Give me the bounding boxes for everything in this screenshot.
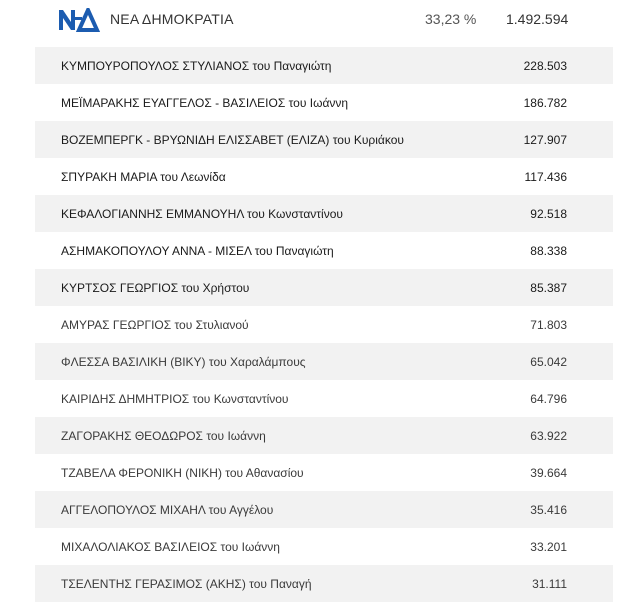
candidate-name: ΑΣΗΜΑΚΟΠΟΥΛΟΥ ΑΝΝΑ - ΜΙΣΕΛ του Παναγιώτη bbox=[61, 244, 334, 258]
party-header[interactable] bbox=[35, 0, 617, 40]
candidate-name: ΚΥΜΠΟΥΡΟΠΟΥΛΟΣ ΣΤΥΛΙΑΝΟΣ του Παναγιώτη bbox=[61, 59, 332, 73]
candidate-name: ΜΙΧΑΛΟΛΙΑΚΟΣ ΒΑΣΙΛΕΙΟΣ του Ιωάννη bbox=[61, 540, 280, 554]
candidate-votes: 64.796 bbox=[530, 392, 567, 406]
party-name: ΝΕΑ ΔΗΜΟΚΡΑΤΙΑ bbox=[110, 11, 234, 27]
candidate-name: ΖΑΓΟΡΑΚΗΣ ΘΕΟΔΩΡΟΣ του Ιωάννη bbox=[61, 429, 266, 443]
candidate-row[interactable] bbox=[35, 306, 613, 343]
candidate-votes: 35.416 bbox=[530, 503, 567, 517]
candidate-row[interactable] bbox=[35, 47, 613, 84]
candidate-name: ΚΕΦΑΛΟΓΙΑΝΝΗΣ ΕΜΜΑΝΟΥΗΛ του Κωνσταντίνου bbox=[61, 207, 343, 221]
candidate-votes: 65.042 bbox=[530, 355, 567, 369]
candidate-votes: 88.338 bbox=[530, 244, 567, 258]
candidate-votes: 186.782 bbox=[523, 96, 567, 110]
candidate-votes: 33.201 bbox=[530, 540, 567, 554]
candidate-row[interactable] bbox=[35, 269, 613, 306]
candidate-name: ΚΑΙΡΙΔΗΣ ΔΗΜΗΤΡΙΟΣ του Κωνσταντίνου bbox=[61, 392, 289, 406]
candidate-name: ΚΥΡΤΣΟΣ ΓΕΩΡΓΙΟΣ του Χρήστου bbox=[61, 281, 250, 295]
party-percent: 33,23 % bbox=[425, 11, 477, 27]
candidate-row[interactable] bbox=[35, 454, 613, 491]
candidate-votes: 85.387 bbox=[530, 281, 567, 295]
candidate-row[interactable] bbox=[35, 121, 613, 158]
candidate-list bbox=[35, 47, 613, 602]
candidate-name: ΣΠΥΡΑΚΗ ΜΑΡΙΑ του Λεωνίδα bbox=[61, 170, 226, 184]
candidate-row[interactable] bbox=[35, 343, 613, 380]
candidate-row[interactable] bbox=[35, 528, 613, 565]
candidate-row[interactable] bbox=[35, 158, 613, 195]
candidate-votes: 92.518 bbox=[530, 207, 567, 221]
candidate-name: ΤΣΕΛΕΝΤΗΣ ΓΕΡΑΣΙΜΟΣ (ΑΚΗΣ) του Παναγή bbox=[61, 577, 312, 591]
candidate-votes: 71.803 bbox=[530, 318, 567, 332]
nd-party-logo-icon bbox=[57, 8, 101, 32]
candidate-votes: 39.664 bbox=[530, 466, 567, 480]
candidate-name: ΑΓΓΕΛΟΠΟΥΛΟΣ ΜΙΧΑΗΛ του Αγγέλου bbox=[61, 503, 274, 517]
candidate-row[interactable] bbox=[35, 232, 613, 269]
candidate-row[interactable] bbox=[35, 491, 613, 528]
candidate-votes: 127.907 bbox=[523, 133, 567, 147]
candidate-votes: 63.922 bbox=[530, 429, 567, 443]
candidate-name: ΜΕΪΜΑΡΑΚΗΣ ΕΥΑΓΓΕΛΟΣ - ΒΑΣΙΛΕΙΟΣ του Ιωάννη bbox=[61, 96, 349, 110]
candidate-votes: 228.503 bbox=[523, 59, 567, 73]
party-votes: 1.492.594 bbox=[506, 11, 569, 27]
candidate-row[interactable] bbox=[35, 84, 613, 121]
candidate-name: ΤΖΑΒΕΛΑ ΦΕΡΟΝΙΚΗ (ΝΙΚΗ) του Αθανασίου bbox=[61, 466, 304, 480]
candidate-votes: 31.111 bbox=[532, 577, 567, 591]
candidate-row[interactable] bbox=[35, 195, 613, 232]
candidate-row[interactable] bbox=[35, 417, 613, 454]
candidate-name: ΦΛΕΣΣΑ ΒΑΣΙΛΙΚΗ (ΒΙΚΥ) του Χαραλάμπους bbox=[61, 355, 306, 369]
candidate-row[interactable] bbox=[35, 380, 613, 417]
candidate-votes: 117.436 bbox=[524, 170, 567, 184]
candidate-name: ΑΜΥΡΑΣ ΓΕΩΡΓΙΟΣ του Στυλιανού bbox=[61, 318, 249, 332]
candidate-row[interactable] bbox=[35, 565, 613, 602]
candidate-name: ΒΟΖΕΜΠΕΡΓΚ - ΒΡΥΩΝΙΔΗ ΕΛΙΣΣΑΒΕΤ (ΕΛΙΖΑ) του Κυριάκου bbox=[61, 133, 404, 147]
